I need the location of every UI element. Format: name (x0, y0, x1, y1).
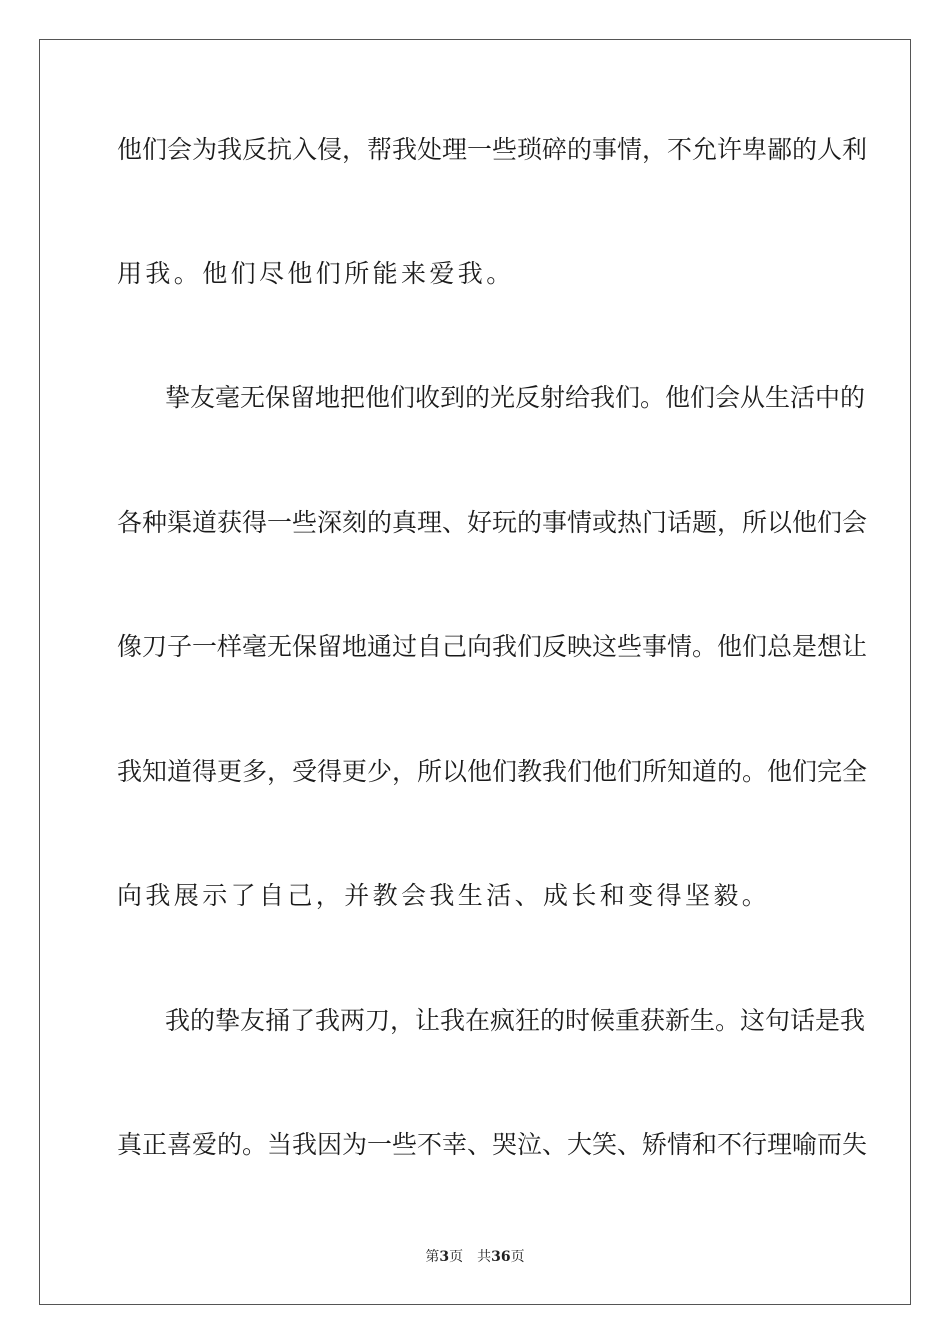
page-number: 3 (439, 1249, 450, 1265)
text-line-9: 真正喜爱的。当我因为一些不幸、哭泣、大笑、矫情和不行理喻而失 (117, 1130, 868, 1159)
total-suffix: 页 (510, 1249, 525, 1265)
page-suffix: 页 (449, 1249, 464, 1265)
page-border (39, 39, 911, 1305)
page-footer (0, 1246, 950, 1266)
text-line-7: 向我展示了自己，并教会我生活、成长和变得坚毅。 (117, 881, 771, 910)
text-line-6: 我知道得更多，受得更少，所以他们教我们他们所知道的。他们完全 (117, 757, 868, 786)
text-line-8: 我的挚友捅了我两刀，让我在疯狂的时候重获新生。这句话是我 (165, 1006, 866, 1035)
text-line-1: 他们会为我反抗入侵，帮我处理一些琐碎的事情，不允许卑鄙的人利 (117, 135, 868, 164)
text-line-4: 各种渠道获得一些深刻的真理、好玩的事情或热门话题，所以他们会 (117, 508, 868, 537)
total-prefix: 共 (477, 1249, 492, 1265)
text-line-5: 像刀子一样毫无保留地通过自己向我们反映这些事情。他们总是想让 (117, 632, 868, 661)
page-prefix: 第 (425, 1249, 440, 1265)
text-line-3: 挚友毫无保留地把他们收到的光反射给我们。他们会从生活中的 (165, 383, 866, 412)
text-line-2: 用我。他们尽他们所能来爱我。 (117, 259, 515, 288)
total-pages: 36 (491, 1249, 511, 1265)
